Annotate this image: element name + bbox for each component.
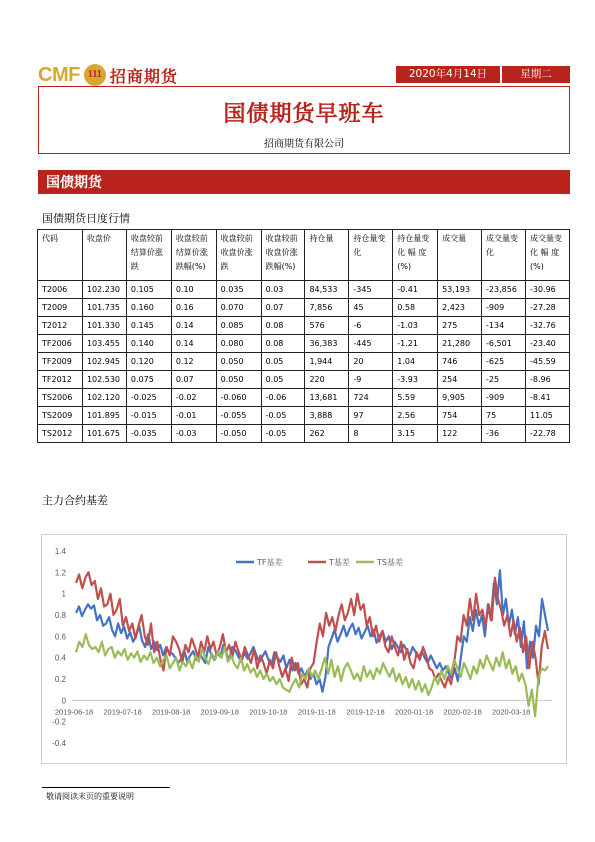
table-cell: -909 — [482, 299, 526, 317]
col-header: 成交量 — [438, 230, 482, 281]
table-cell: -23,856 — [482, 281, 526, 299]
table-cell: T2006 — [38, 281, 83, 299]
table-row — [38, 335, 570, 353]
table-cell: -22.78 — [525, 425, 569, 443]
table-cell: 0.14 — [171, 335, 216, 353]
y-tick-label: -0.4 — [52, 739, 66, 748]
table-cell: 2.56 — [393, 407, 438, 425]
table-cell: -345 — [349, 281, 393, 299]
table-cell: 122 — [438, 425, 482, 443]
logo-latin-text: CMF — [38, 63, 80, 86]
table-cell: -9 — [349, 371, 393, 389]
table-cell: -0.025 — [126, 389, 171, 407]
y-tick-label: 0.4 — [54, 653, 66, 663]
table-cell: -445 — [349, 335, 393, 353]
x-tick-label: 2019-11-18 — [297, 707, 336, 717]
table-cell: 53,193 — [438, 281, 482, 299]
table-cell: -0.035 — [126, 425, 171, 443]
company-name: 招商期货有限公司 — [264, 139, 344, 150]
section-banner — [38, 170, 570, 194]
table-cell: -32.76 — [525, 317, 569, 335]
table-cell: 102.530 — [82, 371, 126, 389]
table-row — [38, 281, 570, 299]
document-title: 国债期货早班车 — [223, 102, 385, 127]
table-cell: 0.07 — [261, 299, 305, 317]
table-cell: 101.735 — [82, 299, 126, 317]
table-cell: 103.455 — [82, 335, 126, 353]
table-cell: 0.12 — [171, 353, 216, 371]
table-cell: -0.015 — [126, 407, 171, 425]
table-cell: 576 — [305, 317, 349, 335]
x-tick-label: 2020-01-18 — [394, 707, 434, 717]
x-tick-label: 2019-07-18 — [103, 707, 142, 717]
y-tick-label: 0.2 — [54, 675, 66, 684]
col-header: 收盘较前结算价涨跌幅(%) — [171, 230, 216, 281]
y-tick-label: 0.6 — [54, 632, 66, 642]
table-cell: 1,944 — [305, 353, 349, 371]
basis-line-chart — [42, 535, 566, 763]
table-row — [38, 353, 570, 371]
table-title: 国债期货日度行情 — [42, 212, 130, 225]
series-line-2 — [76, 634, 548, 716]
x-tick-label: 2020-03-18 — [491, 707, 531, 717]
x-tick-label: 2019-10-18 — [249, 707, 288, 717]
table-cell: 21,280 — [438, 335, 482, 353]
table-cell: 0.080 — [216, 335, 261, 353]
table-cell: 36,383 — [305, 335, 349, 353]
x-tick-label: 2019-06-18 — [54, 707, 94, 717]
logo-emblem-icon: 111 — [84, 64, 106, 86]
table-cell: TS2006 — [38, 389, 83, 407]
col-header: 收盘较前收盘价涨跌 — [216, 230, 261, 281]
table-cell: 0.58 — [393, 299, 438, 317]
table-cell: -0.01 — [171, 407, 216, 425]
section-title: 国债期货 — [46, 175, 102, 191]
legend-label: TS基差 — [377, 558, 403, 567]
table-cell: 220 — [305, 371, 349, 389]
table-cell: 102.945 — [82, 353, 126, 371]
col-header: 持仓量变化 幅 度(%) — [393, 230, 438, 281]
table-cell: 254 — [438, 371, 482, 389]
table-row — [38, 425, 570, 443]
table-cell: -909 — [482, 389, 526, 407]
table-cell: 0.120 — [126, 353, 171, 371]
y-tick-label: 1.4 — [54, 547, 66, 556]
table-row — [38, 407, 570, 425]
table-cell: 0.050 — [216, 353, 261, 371]
table-row — [38, 299, 570, 317]
legend-label: TF基差 — [257, 558, 283, 567]
y-tick-label: -0.2 — [52, 717, 66, 727]
table-cell: 0.05 — [261, 353, 305, 371]
table-cell: -45.59 — [525, 353, 569, 371]
table-cell: T2009 — [38, 299, 83, 317]
title-box — [38, 86, 570, 154]
chart-title: 主力合约基差 — [42, 494, 108, 507]
table-cell: 1.04 — [393, 353, 438, 371]
table-cell: 75 — [482, 407, 526, 425]
table-cell: -0.050 — [216, 425, 261, 443]
basis-chart-frame — [41, 534, 567, 764]
table-cell: 97 — [349, 407, 393, 425]
table-cell: 13,681 — [305, 389, 349, 407]
table-cell: -1.03 — [393, 317, 438, 335]
table-cell: -0.41 — [393, 281, 438, 299]
table-cell: 8 — [349, 425, 393, 443]
x-tick-label: 2019-09-18 — [200, 707, 239, 717]
table-cell: 9,905 — [438, 389, 482, 407]
daily-quote-table — [37, 229, 570, 443]
col-header: 收盘价 — [82, 230, 126, 281]
table-cell: TF2006 — [38, 335, 83, 353]
report-weekday: 星期二 — [502, 66, 570, 83]
table-cell: TS2009 — [38, 407, 83, 425]
y-tick-label: 0.8 — [54, 611, 66, 620]
table-header-row — [38, 230, 570, 281]
col-header: 收盘较前收盘价涨跌幅(%) — [261, 230, 305, 281]
table-cell: 262 — [305, 425, 349, 443]
table-cell: 0.08 — [261, 317, 305, 335]
table-cell: 0.050 — [216, 371, 261, 389]
table-cell: 7,856 — [305, 299, 349, 317]
table-cell: -134 — [482, 317, 526, 335]
table-cell: -0.060 — [216, 389, 261, 407]
table-cell: -30.96 — [525, 281, 569, 299]
table-cell: 20 — [349, 353, 393, 371]
table-cell: 0.03 — [261, 281, 305, 299]
table-cell: 101.895 — [82, 407, 126, 425]
table-cell: -8.41 — [525, 389, 569, 407]
table-cell: -0.03 — [171, 425, 216, 443]
footer-note: 敬请阅读末页的重要说明 — [46, 792, 134, 801]
col-header: 成交量变化 — [482, 230, 526, 281]
table-cell: 101.675 — [82, 425, 126, 443]
table-row — [38, 389, 570, 407]
table-cell: -0.05 — [261, 407, 305, 425]
table-body — [38, 281, 570, 443]
legend-label: T基差 — [329, 558, 350, 567]
x-tick-label: 2019-08-18 — [151, 707, 191, 717]
table-cell: 45 — [349, 299, 393, 317]
table-cell: 11.05 — [525, 407, 569, 425]
col-header: 成交量变化 幅 度(%) — [525, 230, 569, 281]
logo-chinese-text: 招商期货 — [109, 66, 178, 86]
table-row — [38, 371, 570, 389]
x-tick-label: 2020-02-18 — [443, 707, 482, 717]
table-cell: 5.59 — [393, 389, 438, 407]
table-cell: 275 — [438, 317, 482, 335]
table-cell: -0.06 — [261, 389, 305, 407]
table-cell: 0.085 — [216, 317, 261, 335]
x-tick-label: 2019-12-18 — [346, 707, 385, 717]
table-cell: 0.140 — [126, 335, 171, 353]
table-cell: TF2009 — [38, 353, 83, 371]
footer-divider — [42, 787, 170, 788]
table-cell: 102.120 — [82, 389, 126, 407]
table-cell: -3.93 — [393, 371, 438, 389]
table-cell: -1.21 — [393, 335, 438, 353]
col-header: 持仓量 — [305, 230, 349, 281]
table-cell: 0.160 — [126, 299, 171, 317]
table-cell: 0.070 — [216, 299, 261, 317]
table-cell: TS2012 — [38, 425, 83, 443]
col-header: 收盘较前结算价涨跌 — [126, 230, 171, 281]
table-cell: 0.08 — [261, 335, 305, 353]
table-cell: -23.40 — [525, 335, 569, 353]
table-cell: -625 — [482, 353, 526, 371]
table-cell: -0.02 — [171, 389, 216, 407]
table-cell: 102.230 — [82, 281, 126, 299]
table-cell: 746 — [438, 353, 482, 371]
table-cell: 0.075 — [126, 371, 171, 389]
table-cell: -8.96 — [525, 371, 569, 389]
table-cell: -0.05 — [261, 425, 305, 443]
table-cell: 0.16 — [171, 299, 216, 317]
y-tick-label: 0 — [61, 696, 66, 706]
table-cell: 2,423 — [438, 299, 482, 317]
table-cell: -36 — [482, 425, 526, 443]
company-logo — [38, 62, 178, 88]
table-cell: 754 — [438, 407, 482, 425]
table-cell: -6,501 — [482, 335, 526, 353]
table-cell: -0.055 — [216, 407, 261, 425]
table-cell: -6 — [349, 317, 393, 335]
table-cell: 0.035 — [216, 281, 261, 299]
table-cell: 84,533 — [305, 281, 349, 299]
table-cell: 0.14 — [171, 317, 216, 335]
report-date: 2020年4月14日 — [396, 66, 500, 83]
table-cell: T2012 — [38, 317, 83, 335]
col-header: 持仓量变化 — [349, 230, 393, 281]
table-cell: TF2012 — [38, 371, 83, 389]
table-cell: 0.05 — [261, 371, 305, 389]
table-cell: -27.28 — [525, 299, 569, 317]
y-tick-label: 1.2 — [54, 568, 66, 578]
table-cell: 3.15 — [393, 425, 438, 443]
table-cell: -25 — [482, 371, 526, 389]
table-cell: 3,888 — [305, 407, 349, 425]
table-cell: 0.145 — [126, 317, 171, 335]
table-cell: 0.10 — [171, 281, 216, 299]
col-header: 代码 — [38, 230, 83, 281]
table-cell: 0.07 — [171, 371, 216, 389]
table-cell: 0.105 — [126, 281, 171, 299]
table-cell: 724 — [349, 389, 393, 407]
y-tick-label: 1 — [61, 589, 66, 599]
table-row — [38, 317, 570, 335]
table-cell: 101.330 — [82, 317, 126, 335]
